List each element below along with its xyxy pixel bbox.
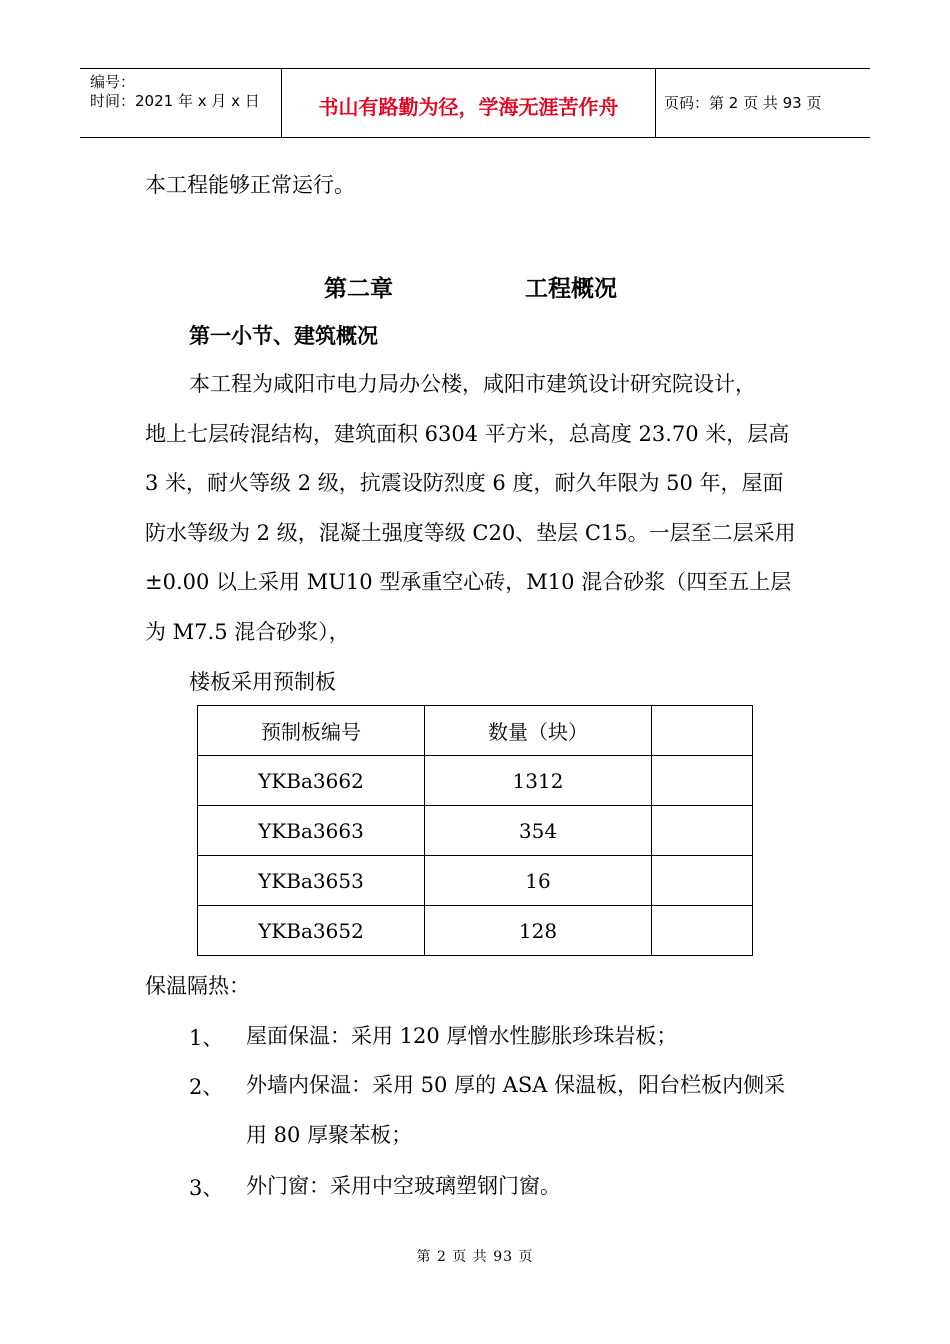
table-cell: 128 [425, 906, 652, 956]
table-intro: 楼板采用预制板 [189, 670, 336, 694]
table-cell: YKBa3662 [198, 756, 425, 806]
table-cell [652, 756, 753, 806]
table-cell: 1312 [425, 756, 652, 806]
list-number: 1、 [189, 1026, 224, 1050]
chapter-title: 工程概况 [525, 275, 617, 302]
slab-table [197, 705, 753, 956]
list-number: 3、 [189, 1176, 224, 1200]
paragraph-line: 防水等级为 2 级，混凝土强度等级 C20、垫层 C15。一层至二层采用 [145, 521, 796, 545]
paragraph-line: 地上七层砖混结构，建筑面积 6304 平方米，总高度 23.70 米，层高 [145, 422, 790, 446]
header-meta-cell [80, 69, 281, 137]
list-item: 外门窗：采用中空玻璃塑钢门窗。 [246, 1174, 561, 1198]
motto: 书山有路勤为径，学海无涯苦作舟 [318, 95, 619, 119]
page-info: 页码：第 2 页 共 93 页 [664, 94, 822, 112]
table-row [198, 806, 753, 856]
table-header-cell: 预制板编号 [198, 706, 425, 756]
table-cell: YKBa3652 [198, 906, 425, 956]
time-label: 时间：2021 年 x 月 x 日 [90, 92, 260, 110]
paragraph-line: ±0.00 以上采用 MU10 型承重空心砖，M10 混合砂浆（四至五上层 [145, 570, 792, 594]
list-item: 外墙内保温：采用 50 厚的 ASA 保温板，阳台栏板内侧采 [246, 1073, 786, 1097]
table-header-cell: 数量（块） [425, 706, 652, 756]
page-footer: 第 2 页 共 93 页 [416, 1249, 534, 1265]
table-cell: 354 [425, 806, 652, 856]
paragraph-line: 本工程为咸阳市电力局办公楼，咸阳市建筑设计研究院设计， [189, 372, 756, 396]
list-item: 屋面保温：采用 120 厚憎水性膨胀珍珠岩板； [246, 1024, 678, 1048]
table-header-row [198, 706, 753, 756]
serial-label: 编号： [90, 73, 136, 91]
page-header [80, 68, 870, 138]
table-row [198, 856, 753, 906]
header-page-cell [655, 69, 870, 137]
insulation-title: 保温隔热： [145, 974, 250, 998]
list-number: 2、 [189, 1075, 224, 1099]
chapter-number: 第二章 [324, 275, 393, 302]
table-cell: YKBa3653 [198, 856, 425, 906]
table-cell [652, 906, 753, 956]
table-row [198, 906, 753, 956]
table-row [198, 756, 753, 806]
table-cell [652, 806, 753, 856]
continuation-line: 本工程能够正常运行。 [145, 173, 355, 197]
paragraph-line: 3 米，耐火等级 2 级，抗震设防烈度 6 度，耐久年限为 50 年，屋面 [145, 471, 784, 495]
table-cell [652, 856, 753, 906]
section-title: 第一小节、建筑概况 [189, 323, 378, 348]
table-cell: 16 [425, 856, 652, 906]
paragraph-line: 为 M7.5 混合砂浆）， [145, 620, 350, 644]
list-item-continued: 用 80 厚聚苯板； [246, 1123, 413, 1147]
table-cell: YKBa3663 [198, 806, 425, 856]
table-header-cell [652, 706, 753, 756]
header-motto-cell [281, 69, 656, 137]
